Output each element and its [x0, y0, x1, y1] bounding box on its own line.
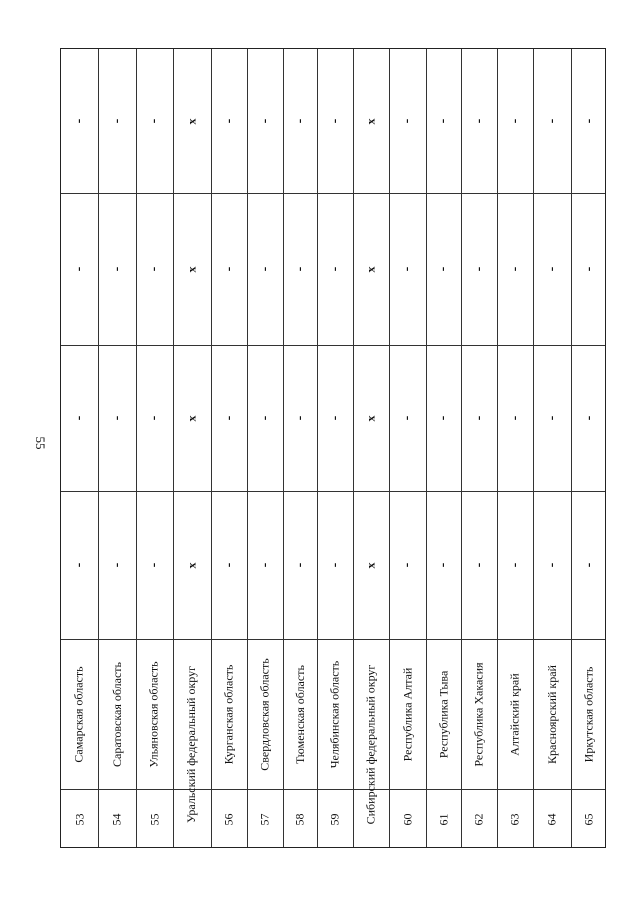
value-mark: - — [543, 266, 559, 272]
value-mark: x — [363, 562, 378, 568]
value-mark: - — [470, 415, 486, 421]
value-mark: - — [220, 118, 236, 124]
region-name-cell — [497, 639, 533, 789]
value-mark: - — [435, 562, 451, 568]
value-mark: - — [256, 415, 272, 421]
value-mark: x — [363, 415, 378, 421]
value-mark: x — [184, 266, 199, 272]
page-number: 55 — [33, 436, 48, 450]
value-cell — [136, 49, 173, 193]
value-cell — [247, 49, 283, 193]
value-cell — [283, 193, 317, 345]
value-cell — [353, 345, 389, 491]
value-cell — [571, 491, 607, 639]
value-mark: - — [543, 415, 559, 421]
row-number-cell — [497, 789, 533, 849]
value-cell — [389, 193, 426, 345]
row-number: 65 — [581, 813, 596, 825]
region-name: Республика Тыва — [436, 670, 450, 758]
value-cell — [426, 193, 461, 345]
value-mark: - — [291, 562, 307, 568]
value-mark: - — [108, 415, 124, 421]
value-mark: - — [146, 266, 162, 272]
row-number: 61 — [436, 813, 450, 825]
value-mark: - — [71, 118, 87, 124]
row-number-cell — [426, 789, 461, 849]
value-mark: - — [291, 415, 307, 421]
row-number: 58 — [292, 813, 307, 825]
value-mark: x — [184, 415, 199, 421]
value-cell — [61, 345, 98, 491]
value-cell — [533, 49, 571, 193]
region-name-cell — [317, 639, 353, 789]
value-mark: - — [580, 118, 596, 124]
row-number-cell — [98, 789, 136, 849]
region-name: Тюменская область — [292, 664, 307, 764]
value-cell — [61, 491, 98, 639]
row-number-cell — [283, 789, 317, 849]
row-number: 57 — [257, 813, 272, 825]
value-cell — [247, 491, 283, 639]
value-cell — [317, 193, 353, 345]
value-cell — [136, 491, 173, 639]
value-cell — [571, 193, 607, 345]
value-cell — [497, 491, 533, 639]
value-cell — [211, 193, 247, 345]
row-number-cell — [389, 789, 426, 849]
value-cell — [317, 491, 353, 639]
value-cell — [461, 193, 497, 345]
value-cell — [389, 491, 426, 639]
value-mark: - — [399, 562, 415, 568]
row-number-cell — [317, 789, 353, 849]
value-cell — [571, 49, 607, 193]
value-mark: - — [256, 118, 272, 124]
row-number-cell — [61, 789, 98, 849]
value-cell — [389, 345, 426, 491]
row-number-cell — [571, 789, 607, 849]
value-cell — [98, 49, 136, 193]
value-mark: - — [543, 118, 559, 124]
row-number: 55 — [147, 813, 161, 825]
region-name-cell — [461, 639, 497, 789]
region-name: Уральский федеральный округ — [184, 665, 199, 823]
value-cell — [211, 49, 247, 193]
value-cell — [533, 193, 571, 345]
value-mark: - — [146, 562, 162, 568]
row-number: 64 — [544, 813, 559, 825]
value-cell — [283, 491, 317, 639]
region-name-cell — [571, 639, 607, 789]
value-cell — [136, 193, 173, 345]
value-mark: - — [399, 266, 415, 272]
region-name-cell — [353, 639, 389, 849]
value-cell — [283, 345, 317, 491]
value-mark: - — [108, 266, 124, 272]
value-mark: - — [470, 266, 486, 272]
row-number-cell — [211, 789, 247, 849]
value-cell — [533, 491, 571, 639]
value-mark: - — [543, 562, 559, 568]
value-cell — [61, 193, 98, 345]
value-cell — [353, 49, 389, 193]
value-mark: - — [326, 562, 342, 568]
value-mark: - — [256, 562, 272, 568]
value-mark: x — [184, 562, 199, 568]
value-cell — [173, 345, 211, 491]
value-cell — [317, 49, 353, 193]
value-cell — [426, 49, 461, 193]
value-cell — [533, 345, 571, 491]
value-mark: - — [146, 118, 162, 124]
value-mark: - — [220, 266, 236, 272]
row-number: 56 — [221, 813, 236, 825]
value-cell — [317, 345, 353, 491]
region-name: Республика Хакасия — [471, 661, 486, 767]
value-mark: - — [326, 415, 342, 421]
row-number: 59 — [327, 813, 342, 825]
region-name: Курганская область — [221, 664, 236, 764]
value-mark: - — [506, 562, 522, 568]
value-cell — [247, 193, 283, 345]
value-cell — [461, 491, 497, 639]
value-mark: - — [435, 415, 451, 421]
row-number-cell — [461, 789, 497, 849]
value-cell — [426, 491, 461, 639]
value-mark: - — [506, 415, 522, 421]
value-mark: - — [506, 118, 522, 124]
value-mark: - — [580, 562, 596, 568]
value-mark: - — [435, 118, 451, 124]
value-cell — [173, 193, 211, 345]
value-cell — [61, 49, 98, 193]
value-mark: x — [363, 118, 378, 124]
region-name: Ульяновская область — [147, 660, 161, 768]
value-cell — [461, 49, 497, 193]
value-cell — [571, 345, 607, 491]
value-cell — [497, 193, 533, 345]
value-cell — [283, 49, 317, 193]
row-number-cell — [247, 789, 283, 849]
value-cell — [98, 345, 136, 491]
value-cell — [461, 345, 497, 491]
value-cell — [497, 49, 533, 193]
region-name: Сибирский федеральный округ — [363, 664, 378, 824]
value-mark: - — [580, 415, 596, 421]
value-mark: - — [71, 562, 87, 568]
region-name: Красноярский край — [544, 664, 559, 764]
value-mark: - — [506, 266, 522, 272]
value-mark: - — [108, 118, 124, 124]
region-name-cell — [61, 639, 98, 789]
value-mark: x — [184, 118, 199, 124]
value-mark: - — [399, 415, 415, 421]
value-cell — [211, 491, 247, 639]
value-cell — [247, 345, 283, 491]
region-name-cell — [247, 639, 283, 789]
value-cell — [426, 345, 461, 491]
row-number: 54 — [109, 813, 124, 825]
value-mark: - — [326, 118, 342, 124]
row-number: 53 — [72, 813, 86, 825]
region-name: Свердловская область — [257, 657, 272, 771]
region-name: Саратовская область — [109, 661, 124, 767]
value-cell — [136, 345, 173, 491]
region-name: Алтайский край — [507, 672, 522, 756]
value-mark: - — [435, 266, 451, 272]
row-number: 60 — [400, 813, 414, 825]
value-mark: - — [220, 562, 236, 568]
region-name: Иркутская область — [581, 666, 596, 762]
value-mark: - — [71, 266, 87, 272]
value-cell — [353, 491, 389, 639]
row-number-cell — [533, 789, 571, 849]
region-name-cell — [426, 639, 461, 789]
value-mark: - — [256, 266, 272, 272]
value-cell — [98, 491, 136, 639]
value-mark: - — [291, 266, 307, 272]
value-mark: - — [108, 562, 124, 568]
value-mark: - — [399, 118, 415, 124]
value-cell — [173, 491, 211, 639]
region-name-cell — [389, 639, 426, 789]
region-name-cell — [533, 639, 571, 789]
value-mark: - — [291, 118, 307, 124]
region-name: Республика Алтай — [400, 667, 414, 761]
row-number: 63 — [507, 813, 522, 825]
value-cell — [353, 193, 389, 345]
value-mark: - — [470, 118, 486, 124]
data-table — [60, 48, 606, 848]
value-mark: - — [220, 415, 236, 421]
value-mark: - — [146, 415, 162, 421]
value-mark: - — [71, 415, 87, 421]
region-name-cell — [98, 639, 136, 789]
value-mark: - — [326, 266, 342, 272]
value-cell — [389, 49, 426, 193]
row-number: 62 — [471, 813, 486, 825]
value-mark: - — [580, 266, 596, 272]
value-cell — [211, 345, 247, 491]
row-number-cell — [136, 789, 173, 849]
value-cell — [173, 49, 211, 193]
region-name: Самарская область — [72, 665, 86, 763]
value-cell — [497, 345, 533, 491]
value-cell — [98, 193, 136, 345]
region-name-cell — [136, 639, 173, 789]
region-name: Челябинская область — [327, 660, 342, 768]
value-mark: x — [363, 266, 378, 272]
region-name-cell — [173, 639, 211, 849]
region-name-cell — [283, 639, 317, 789]
region-name-cell — [211, 639, 247, 789]
value-mark: - — [470, 562, 486, 568]
